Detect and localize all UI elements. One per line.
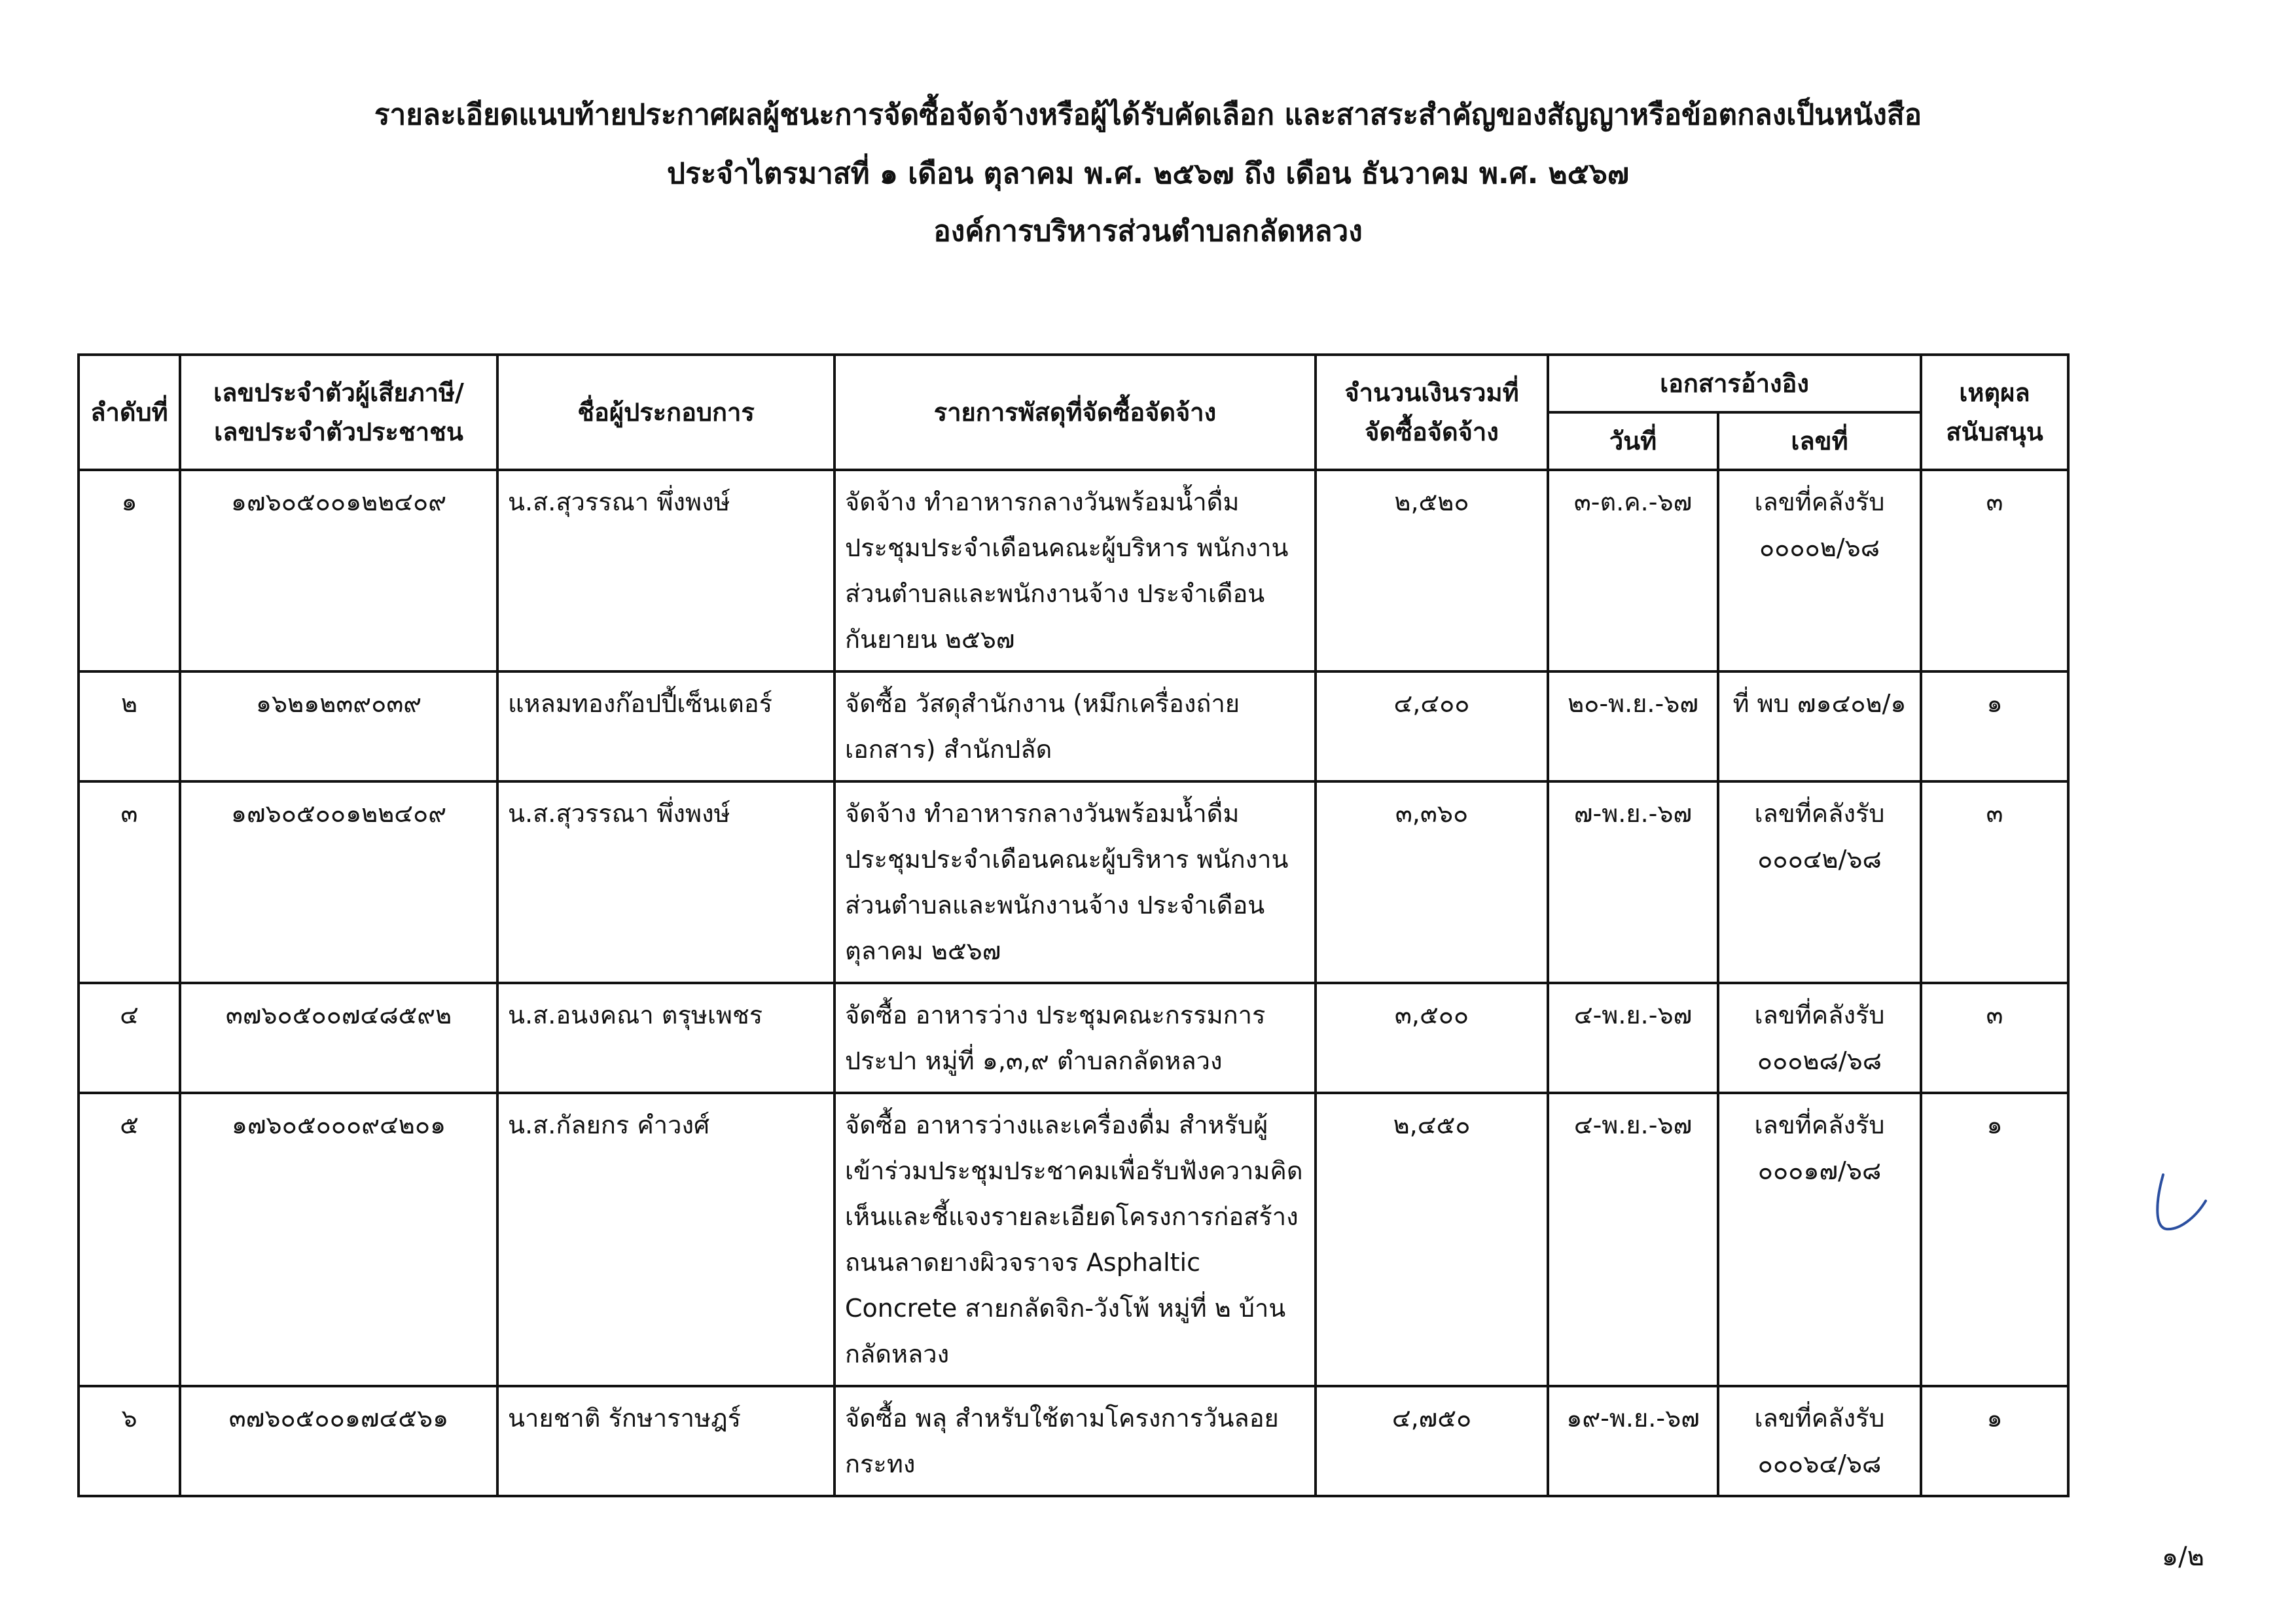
procurement-table <box>77 353 2070 1497</box>
cell-item: จัดซื้อ พลุ สำหรับใช้ตามโครงการวันลอยกระทง <box>834 1386 1316 1496</box>
cell-item: จัดซื้อ อาหารว่าง ประชุมคณะกรรมการประปา หมู่ที่ ๑,๓,๙ ตำบลกลัดหลวง <box>834 983 1316 1093</box>
cell-vendor: นายชาติ รักษาราษฎร์ <box>497 1386 834 1496</box>
document-organization: องค์การบริหารส่วนตำบลกลัดหลวง <box>933 215 1363 248</box>
cell-taxid: ๓๗๖๐๕๐๐๑๗๔๕๖๑ <box>180 1386 497 1496</box>
cell-taxid: ๓๗๖๐๕๐๐๗๔๘๕๙๒ <box>180 983 497 1093</box>
col-header-refno: เลขที่ <box>1718 412 1921 470</box>
document-period: ประจำไตรมาสที่ ๑ เดือน ตุลาคม พ.ศ. ๒๕๖๗ ถึง เดือน ธันวาคม พ.ศ. ๒๕๖๗ <box>667 157 1629 190</box>
cell-reason: ๑ <box>1921 1093 2068 1386</box>
cell-reason: ๓ <box>1921 983 2068 1093</box>
cell-amount: ๓,๓๖๐ <box>1316 781 1548 983</box>
cell-vendor: น.ส.สุวรรณา พึ่งพงษ์ <box>497 470 834 671</box>
col-header-amount: จำนวนเงินรวมที่ จัดซื้อจัดจ้าง <box>1316 355 1548 470</box>
cell-date: ๑๙-พ.ย.-๖๗ <box>1548 1386 1718 1496</box>
cell-amount: ๒,๕๒๐ <box>1316 470 1548 671</box>
cell-refno: เลขที่คลังรับ ๐๐๐๔๒/๖๘ <box>1718 781 1921 983</box>
cell-refno: เลขที่คลังรับ ๐๐๐๑๗/๖๘ <box>1718 1093 1921 1386</box>
table-row <box>79 470 2068 671</box>
table-row <box>79 1386 2068 1496</box>
col-header-no: ลำดับที่ <box>79 355 180 470</box>
cell-amount: ๔,๔๐๐ <box>1316 671 1548 781</box>
table-row <box>79 671 2068 781</box>
cell-taxid: ๑๗๖๐๕๐๐๑๒๒๔๐๙ <box>180 470 497 671</box>
table-row <box>79 983 2068 1093</box>
cell-refno: ที่ พบ ๗๑๔๐๒/๑ <box>1718 671 1921 781</box>
cell-no: ๑ <box>79 470 180 671</box>
cell-reason: ๓ <box>1921 781 2068 983</box>
cell-taxid: ๑๖๒๑๒๓๙๐๓๙ <box>180 671 497 781</box>
cell-reason: ๑ <box>1921 671 2068 781</box>
cell-date: ๗-พ.ย.-๖๗ <box>1548 781 1718 983</box>
cell-no: ๓ <box>79 781 180 983</box>
cell-no: ๕ <box>79 1093 180 1386</box>
cell-item: จัดจ้าง ทำอาหารกลางวันพร้อมน้ำดื่ม ประชุมประจำเดือนคณะผู้บริหาร พนักงานส่วนตำบลและพนักงานจ้าง ประจำเดือนตุลาคม ๒๕๖๗ <box>834 781 1316 983</box>
cell-taxid: ๑๗๖๐๕๐๐๐๙๔๒๐๑ <box>180 1093 497 1386</box>
col-header-vendor: ชื่อผู้ประกอบการ <box>497 355 834 470</box>
cell-no: ๔ <box>79 983 180 1093</box>
page-number: ๑/๒ <box>2161 1542 2204 1572</box>
cell-amount: ๓,๕๐๐ <box>1316 983 1548 1093</box>
cell-vendor: น.ส.อนงคณา ตรุษเพชร <box>497 983 834 1093</box>
cell-refno: เลขที่คลังรับ ๐๐๐๖๔/๖๘ <box>1718 1386 1921 1496</box>
cell-item: จัดจ้าง ทำอาหารกลางวันพร้อมน้ำดื่ม ประชุมประจำเดือนคณะผู้บริหาร พนักงานส่วนตำบลและพนักงานจ้าง ประจำเดือนกันยายน ๒๕๖๗ <box>834 470 1316 671</box>
cell-taxid: ๑๗๖๐๕๐๐๑๒๒๔๐๙ <box>180 781 497 983</box>
cell-item: จัดซื้อ วัสดุสำนักงาน (หมึกเครื่องถ่ายเอกสาร) สำนักปลัด <box>834 671 1316 781</box>
cell-amount: ๔,๗๕๐ <box>1316 1386 1548 1496</box>
cell-date: ๒๐-พ.ย.-๖๗ <box>1548 671 1718 781</box>
check-mark-icon <box>2150 1171 2209 1237</box>
document-title: รายละเอียดแนบท้ายประกาศผลผู้ชนะการจัดซื้อจัดจ้างหรือผู้ได้รับคัดเลือก และสาสระสำคัญของสัญญาหรือข้อตกลงเป็นหนังสือ <box>374 98 1922 132</box>
cell-amount: ๒,๔๕๐ <box>1316 1093 1548 1386</box>
cell-reason: ๑ <box>1921 1386 2068 1496</box>
cell-no: ๖ <box>79 1386 180 1496</box>
cell-date: ๓-ต.ค.-๖๗ <box>1548 470 1718 671</box>
cell-no: ๒ <box>79 671 180 781</box>
col-header-date: วันที่ <box>1548 412 1718 470</box>
cell-date: ๔-พ.ย.-๖๗ <box>1548 1093 1718 1386</box>
cell-refno: เลขที่คลังรับ ๐๐๐๒๘/๖๘ <box>1718 983 1921 1093</box>
col-header-ref: เอกสารอ้างอิง <box>1548 355 1921 412</box>
col-header-item: รายการพัสดุที่จัดซื้อจัดจ้าง <box>834 355 1316 470</box>
col-header-reason: เหตุผล สนับสนุน <box>1921 355 2068 470</box>
table-row <box>79 781 2068 983</box>
cell-vendor: แหลมทองก๊อปปี้เซ็นเตอร์ <box>497 671 834 781</box>
cell-reason: ๓ <box>1921 470 2068 671</box>
cell-item: จัดซื้อ อาหารว่างและเครื่องดื่ม สำหรับผู้เข้าร่วมประชุมประชาคมเพื่อรับฟังความคิดเห็นและชี้แจงรายละเอียดโครงการก่อสร้างถนนลาดยางผิวจราจร Asphaltic Concrete สายกลัดจิก-วังโพ้ หมู่ที่ ๒ บ้านกลัดหลวง <box>834 1093 1316 1386</box>
cell-date: ๔-พ.ย.-๖๗ <box>1548 983 1718 1093</box>
table-row <box>79 1093 2068 1386</box>
cell-refno: เลขที่คลังรับ ๐๐๐๐๒/๖๘ <box>1718 470 1921 671</box>
col-header-taxid: เลขประจำตัวผู้เสียภาษี/ เลขประจำตัวประชาชน <box>180 355 497 470</box>
cell-vendor: น.ส.กัลยกร คำวงศ์ <box>497 1093 834 1386</box>
cell-vendor: น.ส.สุวรรณา พึ่งพงษ์ <box>497 781 834 983</box>
